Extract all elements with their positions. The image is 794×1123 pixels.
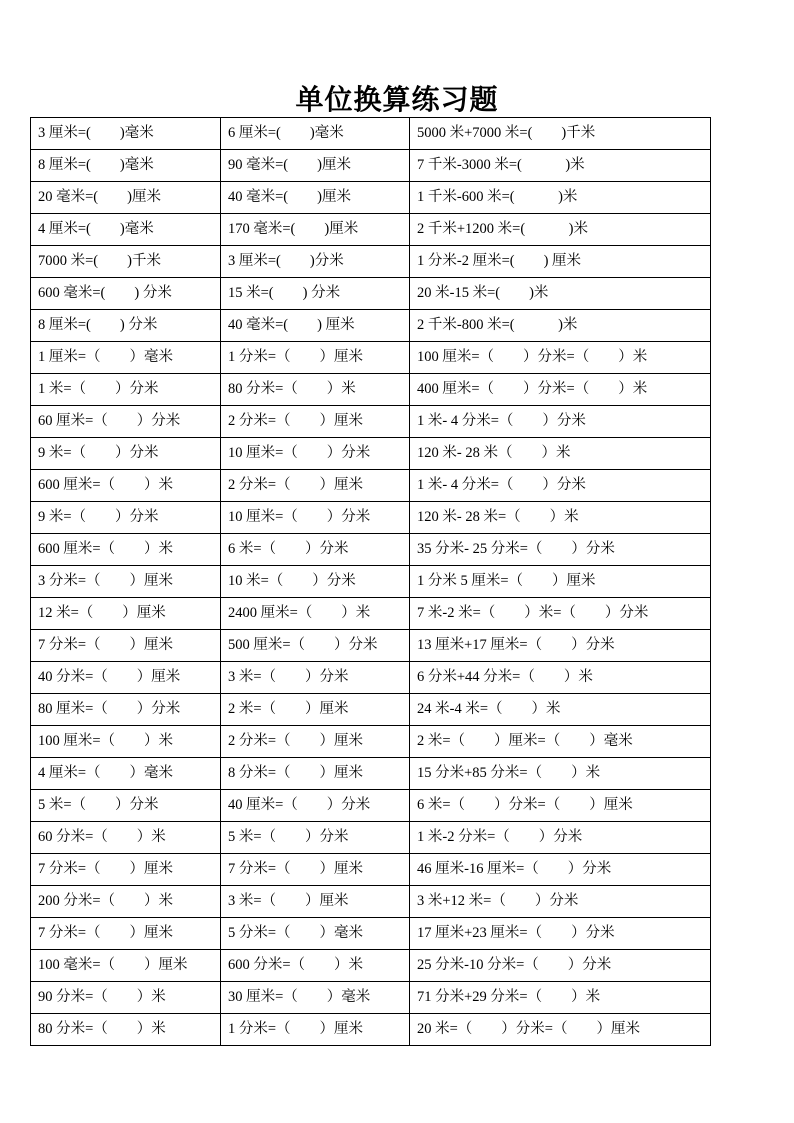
exercise-row bbox=[31, 438, 711, 470]
exercise-cell: 6 分米+44 分米=（ ）米 bbox=[410, 662, 711, 694]
exercise-table bbox=[30, 117, 711, 1046]
exercise-cell: 40 毫米=( )厘米 bbox=[221, 182, 410, 214]
exercise-cell: 80 分米=（ ）米 bbox=[31, 1014, 221, 1046]
exercise-cell: 40 厘米=（ ）分米 bbox=[221, 790, 410, 822]
exercise-cell: 60 厘米=（ ）分米 bbox=[31, 406, 221, 438]
exercise-cell: 600 分米=（ ）米 bbox=[221, 950, 410, 982]
exercise-cell: 20 米=（ ）分米=（ ）厘米 bbox=[410, 1014, 711, 1046]
exercise-cell: 5000 米+7000 米=( )千米 bbox=[410, 118, 711, 150]
exercise-cell: 9 米=（ ）分米 bbox=[31, 438, 221, 470]
exercise-cell: 170 毫米=( )厘米 bbox=[221, 214, 410, 246]
exercise-cell: 600 毫米=( ) 分米 bbox=[31, 278, 221, 310]
exercise-cell: 9 米=（ ）分米 bbox=[31, 502, 221, 534]
exercise-cell: 40 毫米=( ) 厘米 bbox=[221, 310, 410, 342]
exercise-row bbox=[31, 566, 711, 598]
exercise-cell: 1 米- 4 分米=（ ）分米 bbox=[410, 406, 711, 438]
exercise-cell: 4 厘米=( )毫米 bbox=[31, 214, 221, 246]
exercise-cell: 2 分米=（ ）厘米 bbox=[221, 726, 410, 758]
exercise-cell: 3 米=（ ）厘米 bbox=[221, 886, 410, 918]
exercise-cell: 40 分米=（ ）厘米 bbox=[31, 662, 221, 694]
exercise-cell: 8 分米=（ ）厘米 bbox=[221, 758, 410, 790]
exercise-cell: 3 米=（ ）分米 bbox=[221, 662, 410, 694]
exercise-cell: 80 分米=（ ）米 bbox=[221, 374, 410, 406]
exercise-row bbox=[31, 918, 711, 950]
exercise-cell: 7000 米=( )千米 bbox=[31, 246, 221, 278]
exercise-row bbox=[31, 662, 711, 694]
exercise-row bbox=[31, 534, 711, 566]
exercise-cell: 12 米=（ ）厘米 bbox=[31, 598, 221, 630]
exercise-cell: 15 米=( ) 分米 bbox=[221, 278, 410, 310]
exercise-cell: 2 米=（ ）厘米=（ ）毫米 bbox=[410, 726, 711, 758]
exercise-row bbox=[31, 790, 711, 822]
exercise-row bbox=[31, 726, 711, 758]
exercise-cell: 7 分米=（ ）厘米 bbox=[31, 630, 221, 662]
exercise-cell: 4 厘米=（ ）毫米 bbox=[31, 758, 221, 790]
page-title: 单位换算练习题 bbox=[295, 83, 499, 116]
exercise-cell: 8 厘米=( )毫米 bbox=[31, 150, 221, 182]
exercise-cell: 60 分米=（ ）米 bbox=[31, 822, 221, 854]
exercise-table-body bbox=[31, 118, 711, 1046]
exercise-cell: 10 米=（ ）分米 bbox=[221, 566, 410, 598]
exercise-cell: 10 厘米=（ ）分米 bbox=[221, 438, 410, 470]
exercise-cell: 90 分米=（ ）米 bbox=[31, 982, 221, 1014]
exercise-cell: 15 分米+85 分米=（ ）米 bbox=[410, 758, 711, 790]
exercise-cell: 5 米=（ ）分米 bbox=[221, 822, 410, 854]
exercise-cell: 1 分米=（ ）厘米 bbox=[221, 342, 410, 374]
exercise-cell: 7 分米=（ ）厘米 bbox=[31, 918, 221, 950]
exercise-cell: 100 厘米=（ ）米 bbox=[31, 726, 221, 758]
exercise-cell: 2 分米=（ ）厘米 bbox=[221, 406, 410, 438]
exercise-row bbox=[31, 982, 711, 1014]
exercise-cell: 25 分米-10 分米=（ ）分米 bbox=[410, 950, 711, 982]
exercise-cell: 1 米=（ ）分米 bbox=[31, 374, 221, 406]
exercise-cell: 7 分米=（ ）厘米 bbox=[31, 854, 221, 886]
exercise-row bbox=[31, 950, 711, 982]
exercise-cell: 2400 厘米=（ ）米 bbox=[221, 598, 410, 630]
exercise-row bbox=[31, 310, 711, 342]
exercise-cell: 100 毫米=（ ）厘米 bbox=[31, 950, 221, 982]
exercise-cell: 1 米-2 分米=（ ）分米 bbox=[410, 822, 711, 854]
exercise-cell: 2 米=（ ）厘米 bbox=[221, 694, 410, 726]
exercise-cell: 6 米=（ ）分米 bbox=[221, 534, 410, 566]
exercise-cell: 2 千米-800 米=( )米 bbox=[410, 310, 711, 342]
exercise-cell: 5 米=（ ）分米 bbox=[31, 790, 221, 822]
exercise-row bbox=[31, 278, 711, 310]
exercise-row bbox=[31, 694, 711, 726]
exercise-row bbox=[31, 502, 711, 534]
exercise-row bbox=[31, 374, 711, 406]
exercise-cell: 7 米-2 米=（ ）米=（ ）分米 bbox=[410, 598, 711, 630]
exercise-row bbox=[31, 1014, 711, 1046]
exercise-cell: 400 厘米=（ ）分米=（ ）米 bbox=[410, 374, 711, 406]
exercise-cell: 100 厘米=（ ）分米=（ ）米 bbox=[410, 342, 711, 374]
exercise-cell: 5 分米=（ ）毫米 bbox=[221, 918, 410, 950]
exercise-row bbox=[31, 342, 711, 374]
exercise-cell: 10 厘米=（ ）分米 bbox=[221, 502, 410, 534]
exercise-row bbox=[31, 150, 711, 182]
exercise-cell: 24 米-4 米=（ ）米 bbox=[410, 694, 711, 726]
exercise-cell: 6 米=（ ）分米=（ ）厘米 bbox=[410, 790, 711, 822]
exercise-cell: 1 分米=（ ）厘米 bbox=[221, 1014, 410, 1046]
exercise-cell: 120 米- 28 米（ ）米 bbox=[410, 438, 711, 470]
exercise-cell: 1 千米-600 米=( )米 bbox=[410, 182, 711, 214]
exercise-row bbox=[31, 758, 711, 790]
exercise-cell: 2 千米+1200 米=( )米 bbox=[410, 214, 711, 246]
exercise-cell: 17 厘米+23 厘米=（ ）分米 bbox=[410, 918, 711, 950]
exercise-cell: 7 分米=（ ）厘米 bbox=[221, 854, 410, 886]
exercise-cell: 30 厘米=（ ）毫米 bbox=[221, 982, 410, 1014]
exercise-cell: 80 厘米=（ ）分米 bbox=[31, 694, 221, 726]
exercise-row bbox=[31, 630, 711, 662]
exercise-cell: 120 米- 28 米=（ ）米 bbox=[410, 502, 711, 534]
exercise-row bbox=[31, 182, 711, 214]
exercise-cell: 1 米- 4 分米=（ ）分米 bbox=[410, 470, 711, 502]
exercise-cell: 6 厘米=( )毫米 bbox=[221, 118, 410, 150]
exercise-cell: 20 米-15 米=( )米 bbox=[410, 278, 711, 310]
exercise-row bbox=[31, 598, 711, 630]
exercise-row bbox=[31, 886, 711, 918]
exercise-cell: 20 毫米=( )厘米 bbox=[31, 182, 221, 214]
exercise-cell: 500 厘米=（ ）分米 bbox=[221, 630, 410, 662]
exercise-cell: 7 千米-3000 米=( )米 bbox=[410, 150, 711, 182]
exercise-cell: 1 厘米=（ ）毫米 bbox=[31, 342, 221, 374]
exercise-cell: 46 厘米-16 厘米=（ ）分米 bbox=[410, 854, 711, 886]
exercise-cell: 600 厘米=（ ）米 bbox=[31, 534, 221, 566]
exercise-cell: 1 分米-2 厘米=( ) 厘米 bbox=[410, 246, 711, 278]
exercise-row bbox=[31, 214, 711, 246]
exercise-row bbox=[31, 406, 711, 438]
exercise-row bbox=[31, 822, 711, 854]
exercise-cell: 3 厘米=( )毫米 bbox=[31, 118, 221, 150]
exercise-cell: 13 厘米+17 厘米=（ ）分米 bbox=[410, 630, 711, 662]
exercise-row bbox=[31, 246, 711, 278]
exercise-cell: 3 分米=（ ）厘米 bbox=[31, 566, 221, 598]
exercise-cell: 8 厘米=( ) 分米 bbox=[31, 310, 221, 342]
exercise-cell: 1 分米 5 厘米=（ ）厘米 bbox=[410, 566, 711, 598]
exercise-cell: 3 厘米=( )分米 bbox=[221, 246, 410, 278]
exercise-row bbox=[31, 854, 711, 886]
exercise-cell: 3 米+12 米=（ ）分米 bbox=[410, 886, 711, 918]
exercise-cell: 600 厘米=（ ）米 bbox=[31, 470, 221, 502]
exercise-cell: 200 分米=（ ）米 bbox=[31, 886, 221, 918]
exercise-cell: 71 分米+29 分米=（ ）米 bbox=[410, 982, 711, 1014]
exercise-cell: 2 分米=（ ）厘米 bbox=[221, 470, 410, 502]
exercise-cell: 35 分米- 25 分米=（ ）分米 bbox=[410, 534, 711, 566]
exercise-row bbox=[31, 118, 711, 150]
exercise-row bbox=[31, 470, 711, 502]
exercise-cell: 90 毫米=( )厘米 bbox=[221, 150, 410, 182]
